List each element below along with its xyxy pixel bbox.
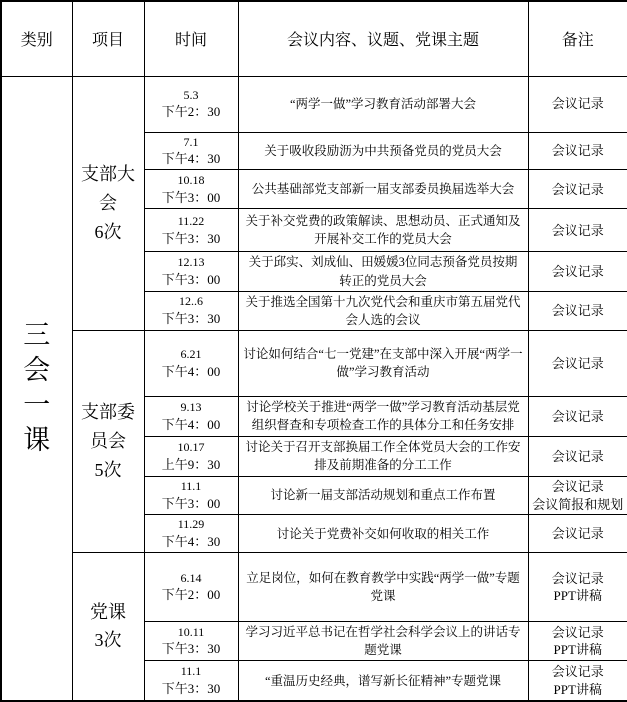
remark-cell [528, 132, 627, 170]
content-cell: 讨论如何结合“七一党建”在支部中深入开展“两学一做”学习教育活动 [238, 330, 528, 396]
remark-cell [528, 476, 627, 514]
date-text: 6.14 [180, 570, 202, 585]
table-row [1, 76, 627, 132]
remark-text: 会议记录 [551, 143, 604, 159]
project-count: 5次 [94, 459, 122, 480]
content-cell: “重温历史经典，谱写新长征精神”专题党课 [238, 661, 528, 701]
date-text: 10.11 [177, 624, 205, 639]
remark-text: 会议记录 [551, 478, 604, 494]
remark-text: 会议记录 [551, 222, 604, 238]
remark-text: 会议记录 [551, 525, 604, 541]
time-text: 下午3：00 [161, 189, 221, 205]
content-cell: 立足岗位，如何在教育教学中实践“两学一做”专题党课 [238, 553, 528, 622]
date-text: 11.22 [177, 213, 205, 228]
time-text: 下午4：00 [161, 416, 221, 432]
project-label: 支部大会 [81, 164, 135, 213]
remark-text: 会议记录 [551, 263, 604, 279]
time-text: 下午3：30 [161, 680, 221, 696]
time-text: 下午2：00 [161, 587, 221, 603]
header-time: 时间 [144, 1, 238, 76]
time-text: 下午4：30 [161, 533, 221, 549]
time-cell [144, 209, 238, 252]
date-text: 10.17 [177, 439, 205, 454]
content-cell: 讨论新一届支部活动规划和重点工作布置 [238, 476, 528, 514]
date-text: 7.1 [183, 134, 199, 149]
header-category: 类别 [1, 1, 72, 76]
remark-text: 会议记录 [551, 408, 604, 424]
remark-text: 会议记录 [551, 96, 604, 112]
project-label: 支部委员会 [81, 402, 135, 452]
category-cell [1, 76, 72, 701]
content-cell: 讨论学校关于推进“两学一做”学习教育活动基层党组织督查和专项检查工作的具体分工和任务安排 [238, 396, 528, 436]
remark-text: PPT讲稿 [553, 642, 602, 658]
content-cell: 关于推选全国第十九次党代会和重庆市第五届党代会人选的会议 [238, 291, 528, 330]
header-remark: 备注 [528, 1, 627, 76]
date-text: 12.13 [177, 255, 205, 270]
remark-cell [528, 436, 627, 476]
time-cell [144, 170, 238, 209]
time-text: 下午3：00 [161, 271, 221, 287]
time-cell [144, 76, 238, 132]
project-count: 6次 [94, 221, 122, 242]
remark-cell [528, 553, 627, 622]
time-cell [144, 330, 238, 396]
time-cell [144, 291, 238, 330]
project-cell-party-lecture [72, 553, 144, 701]
header-content: 会议内容、议题、党课主题 [238, 1, 528, 76]
content-cell: 讨论关于召开支部换届工作全体党员大会的工作安排及前期准备的分工工作 [238, 436, 528, 476]
date-text: 6.21 [180, 346, 202, 361]
content-cell: 关于邱实、刘成仙、田媛媛3位同志预备党员按期转正的党员大会 [238, 252, 528, 291]
date-text: 5.3 [183, 87, 199, 102]
remark-cell [528, 661, 627, 701]
category-label: 三会一课 [23, 319, 51, 456]
time-cell [144, 661, 238, 701]
header-row [1, 1, 627, 76]
date-text: 10.18 [177, 172, 205, 187]
remark-cell [528, 252, 627, 291]
remark-cell [528, 622, 627, 661]
time-cell [144, 436, 238, 476]
project-label: 党课 [90, 601, 126, 622]
date-text: 12..6 [179, 294, 203, 309]
header-project: 项目 [72, 1, 144, 76]
time-cell [144, 396, 238, 436]
content-cell: 公共基础部党支部新一届支部委员换届选举大会 [238, 170, 528, 209]
remark-text: 会议记录 [551, 355, 604, 371]
content-cell: “两学一做”学习教育活动部署大会 [238, 76, 528, 132]
content-cell: 关于吸收段励沥为中共预备党员的党员大会 [238, 132, 528, 170]
remark-cell [528, 209, 627, 252]
time-cell [144, 476, 238, 514]
content-cell: 讨论关于党费补交如何收取的相关工作 [238, 515, 528, 553]
remark-text: PPT讲稿 [553, 681, 602, 697]
remark-text: 会议记录 [551, 181, 604, 197]
remark-cell [528, 291, 627, 330]
remark-text: 会议记录 [551, 303, 604, 319]
time-text: 下午3：30 [161, 641, 221, 657]
time-text: 下午3：00 [161, 495, 221, 511]
table-row [1, 330, 627, 396]
content-cell: 学习习近平总书记在哲学社会科学会议上的讲话专题党课 [238, 622, 528, 661]
time-text: 下午3：30 [161, 311, 221, 327]
time-text: 上午9：30 [161, 456, 221, 472]
remark-cell [528, 330, 627, 396]
remark-text: 会议记录 [551, 664, 604, 680]
remark-text: 会议简报和规划 [532, 496, 624, 512]
time-text: 下午3：30 [161, 230, 221, 246]
table-row [1, 553, 627, 622]
remark-text: 会议记录 [551, 570, 604, 586]
project-cell-branch-meeting [72, 76, 144, 330]
time-cell [144, 132, 238, 170]
remark-text: 会议记录 [551, 448, 604, 464]
date-text: 11.29 [177, 517, 205, 532]
time-cell [144, 515, 238, 553]
remark-cell [528, 396, 627, 436]
time-cell [144, 622, 238, 661]
time-text: 下午4：00 [161, 363, 221, 379]
time-text: 下午2：30 [161, 104, 221, 120]
date-text: 11.1 [180, 479, 202, 494]
project-count: 3次 [94, 630, 122, 651]
time-cell [144, 252, 238, 291]
remark-cell [528, 515, 627, 553]
date-text: 11.1 [180, 664, 202, 679]
remark-cell [528, 170, 627, 209]
remark-text: 会议记录 [551, 624, 604, 640]
time-cell [144, 553, 238, 622]
time-text: 下午4：30 [161, 151, 221, 167]
project-cell-committee-meeting [72, 330, 144, 552]
remark-cell [528, 76, 627, 132]
date-text: 9.13 [180, 399, 202, 414]
remark-text: PPT讲稿 [553, 588, 602, 604]
content-cell: 关于补交党费的政策解读、思想动员、正式通知及开展补交工作的党员大会 [238, 209, 528, 252]
